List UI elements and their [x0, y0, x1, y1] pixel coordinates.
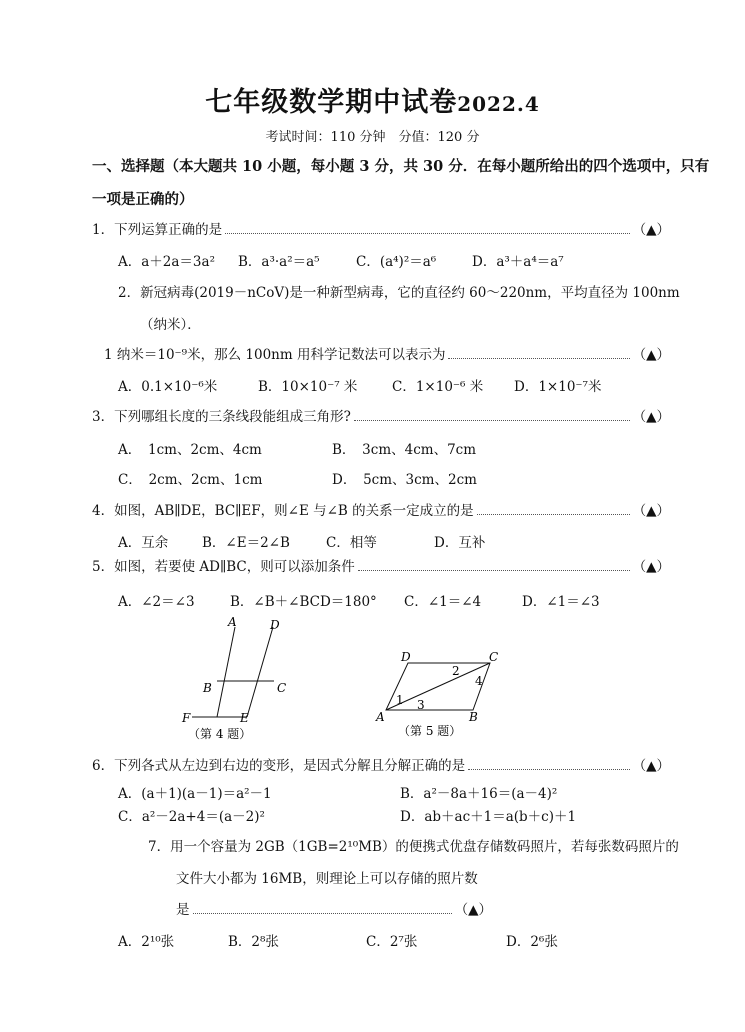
q1-option-d: D．a³＋a⁴＝a⁷: [472, 254, 564, 270]
q7-option-c: C．2⁷张: [366, 934, 418, 950]
page-title: 七年级数学期中试卷2022.4: [205, 87, 540, 118]
q2-option-a: A．0.1×10⁻⁶米: [118, 379, 218, 395]
q5-option-a: A．∠2＝∠3: [118, 594, 195, 610]
figure-4: [170, 612, 320, 747]
fig4-label-a: A: [228, 615, 237, 629]
fig5-label-a: A: [376, 710, 385, 724]
fig4-label-e: E: [240, 711, 249, 725]
q5-option-c: C．∠1＝∠4: [404, 594, 482, 610]
figure-5: [370, 645, 510, 740]
fig5-angle-3: 3: [417, 698, 425, 712]
fig5-angle-1: 1: [396, 693, 404, 707]
q5-option-d: D．∠1＝∠3: [522, 594, 600, 610]
q2-option-b: B．10×10⁻⁷ 米: [258, 379, 358, 395]
q3-option-b: B． 3cm、4cm、7cm: [332, 442, 477, 458]
q1-option-b: B．a³·a²＝a⁵: [238, 254, 320, 270]
q6-option-c: C．a²－2a+4＝(a－2)²: [118, 809, 265, 825]
exam-info: 考试时间：110 分钟 分值：120 分: [265, 130, 480, 145]
q4-option-c: C．相等: [326, 535, 377, 551]
q1-option-c: C．(a⁴)²＝a⁶: [356, 254, 437, 270]
question-2-stem-cont: （纳米）．: [140, 317, 201, 333]
q7-option-b: B．2⁸张: [228, 934, 279, 950]
q6-option-b: B．a²－8a＋16＝(a－4)²: [400, 786, 558, 802]
q4-option-a: A．互余: [118, 535, 169, 551]
fig4-line-ab: [217, 627, 235, 717]
q2-option-d: D．1×10⁻⁷米: [514, 379, 602, 395]
question-2-stem-line3: 1 纳米＝10⁻⁹米，那么 100nm 用科学记数法可以表示为 （▲）: [104, 347, 670, 363]
fig5-angle-2: 2: [452, 664, 460, 678]
section-heading: 一、选择题（本大题共 10 小题，每小题 3 分，共 30 分．在每小题所给出的四个选项中，只有: [92, 158, 710, 175]
q6-option-d: D．ab＋ac＋1＝a(b＋c)＋1: [400, 809, 577, 825]
q3-option-d: D． 5cm、3cm、2cm: [332, 472, 477, 488]
fig4-label-b: B: [203, 681, 212, 695]
question-2-stem: 2．新冠病毒(2019－nCoV)是一种新型病毒，它的直径约 60～220nm，平均直径为 100nm: [118, 285, 680, 301]
fig4-label-f: F: [182, 711, 191, 725]
fig4-caption: （第 4 题）: [188, 727, 252, 741]
fig4-line-de: [247, 627, 273, 717]
q4-option-b: B．∠E＝2∠B: [202, 535, 290, 551]
question-7-stem-cont: 文件大小都为 16MB，则理论上可以存储的照片数: [176, 871, 478, 887]
q2-option-c: C．1×10⁻⁶ 米: [392, 379, 484, 395]
fig5-label-b: B: [469, 710, 478, 724]
q7-option-d: D．2⁶张: [506, 934, 558, 950]
section-heading-cont: 一项是正确的）: [92, 191, 194, 208]
title-year: 2022.4: [457, 92, 540, 116]
fig5-label-d: D: [401, 650, 411, 664]
question-7-stem-line3: 是 （▲）: [176, 902, 492, 918]
fig4-label-d: D: [270, 618, 280, 632]
q3-option-a: A． 1cm、2cm、4cm: [118, 442, 262, 458]
fig4-label-c: C: [277, 681, 287, 695]
q3-option-c: C． 2cm、2cm、1cm: [118, 472, 263, 488]
question-1-stem: 1．下列运算正确的是 （▲）: [92, 222, 670, 238]
fig5-label-c: C: [489, 650, 499, 664]
q5-option-b: B．∠B＋∠BCD＝180°: [230, 594, 377, 610]
fig5-caption: （第 5 题）: [398, 724, 462, 738]
question-7-stem: 7．用一个容量为 2GB（1GB=2¹⁰MB）的便携式优盘存储数码照片，若每张数码照片的: [148, 839, 679, 855]
q4-option-d: D．互补: [434, 535, 486, 551]
q1-option-a: A．a＋2a＝3a²: [118, 254, 215, 270]
fig5-angle-4: 4: [475, 674, 483, 688]
question-5-stem: 5．如图，若要使 AD∥BC，则可以添加条件 （▲）: [92, 559, 670, 575]
q6-option-a: A．(a＋1)(a－1)＝a²－1: [118, 786, 272, 802]
question-3-stem: 3．下列哪组长度的三条线段能组成三角形? （▲）: [92, 409, 670, 425]
question-6-stem: 6．下列各式从左边到右边的变形，是因式分解且分解正确的是 （▲）: [92, 758, 670, 774]
q7-option-a: A．2¹⁰张: [118, 934, 175, 950]
question-4-stem: 4．如图，AB∥DE，BC∥EF，则∠E 与∠B 的关系一定成立的是 （▲）: [92, 503, 670, 519]
